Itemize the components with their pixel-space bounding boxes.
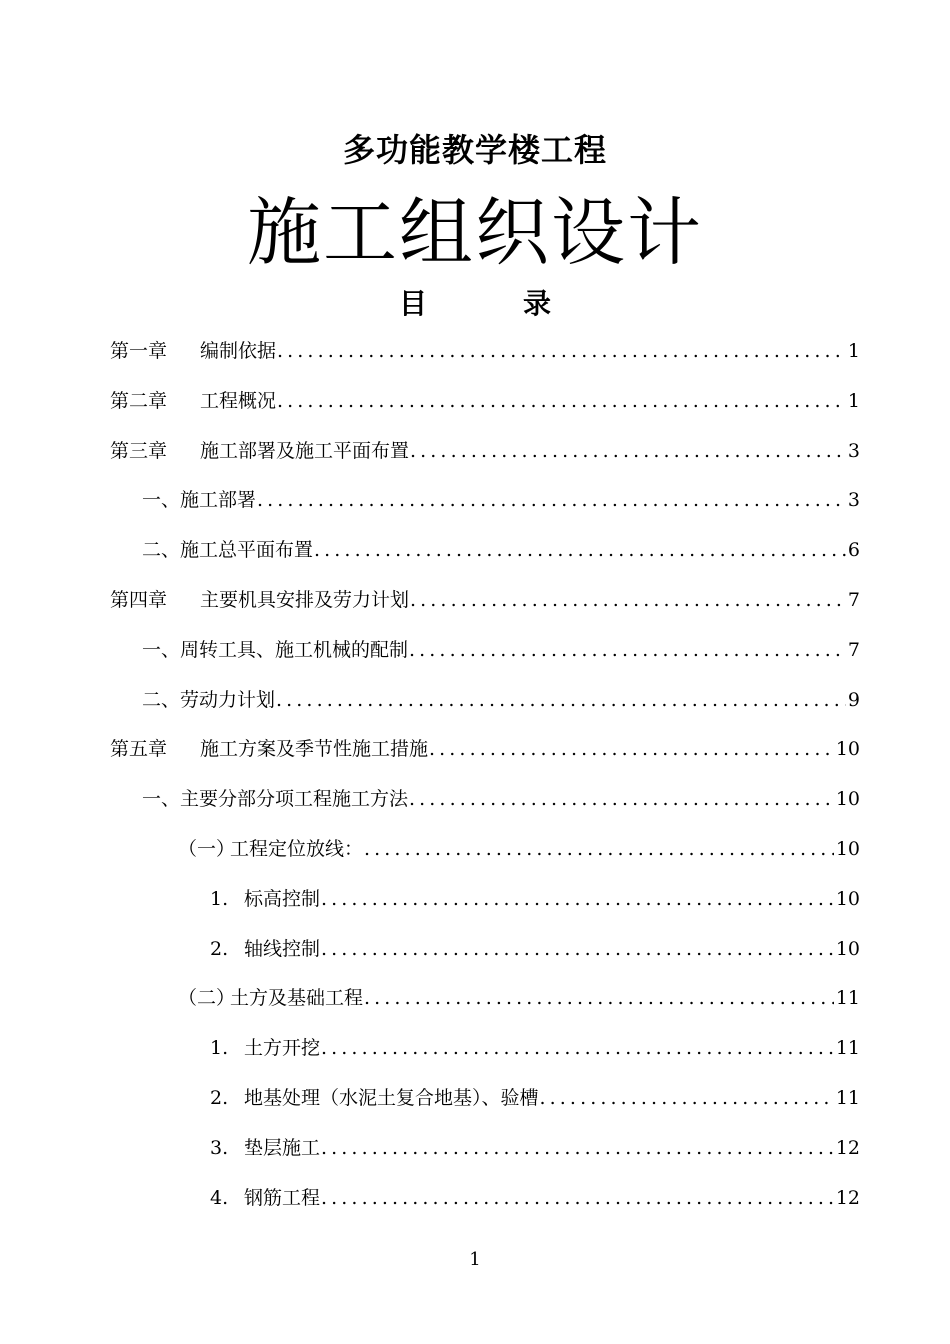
toc-entry-title: 工程定位放线：	[230, 838, 364, 860]
toc-entry-page: 6	[847, 539, 860, 562]
toc-entry-page: 7	[847, 589, 860, 611]
toc-entry-title: 土方开挖	[244, 1037, 321, 1060]
toc-entry-page: 10	[835, 937, 860, 960]
toc-dot-leader	[409, 585, 846, 615]
toc-dot-leader	[320, 1183, 834, 1213]
toc-entry[interactable]	[210, 884, 860, 914]
toc-entry[interactable]	[210, 934, 860, 964]
toc-entry-title: 钢筋工程	[244, 1186, 321, 1209]
toc-entry-title: 编制依据	[200, 340, 277, 362]
toc-entry[interactable]	[110, 436, 860, 466]
toc-dot-leader	[256, 485, 846, 515]
toc-entry-title: 主要机具安排及劳力计划	[200, 589, 410, 611]
toc-entry[interactable]	[110, 585, 860, 615]
toc-entry-title: 地基处理（水泥土复合地基）、验槽	[244, 1087, 539, 1109]
toc-entry-page: 10	[835, 838, 860, 860]
toc-entry-title: 一、周转工具、施工机械的配制	[142, 638, 409, 661]
toc-entry-title: 二、施工总平面布置	[142, 539, 314, 562]
toc-entry-title: 施工部署及施工平面布置	[200, 439, 410, 462]
document-title: 施工组织设计	[247, 190, 703, 276]
toc-dot-leader	[409, 436, 846, 466]
toc-entry-title: 施工方案及季节性施工措施	[200, 738, 429, 761]
toc-dot-leader	[313, 535, 846, 565]
toc-entry-page: 12	[835, 1186, 860, 1209]
toc-entry-title: 一、施工部署	[142, 489, 257, 512]
toc-entry-page: 12	[835, 1136, 860, 1159]
toc-entry-number: （一）	[178, 838, 236, 860]
toc-entry-page: 3	[847, 439, 860, 462]
toc-entry-title: 标高控制	[244, 887, 321, 910]
toc-dot-leader	[539, 1083, 834, 1113]
toc-dot-leader	[428, 734, 834, 764]
toc-entry-number: 2.	[210, 937, 229, 960]
toc-entry-number: 第一章	[110, 340, 168, 362]
toc-entry-page: 10	[835, 887, 860, 910]
toc-entry-page: 11	[835, 987, 860, 1010]
toc-entry-title: 土方及基础工程	[230, 987, 364, 1010]
toc-entry[interactable]	[142, 784, 860, 814]
toc-dot-leader	[320, 1133, 834, 1163]
toc-dot-leader	[275, 685, 846, 715]
toc-entry-page: 1	[847, 340, 860, 362]
toc-entry-number: （二）	[178, 987, 236, 1010]
toc-dot-leader	[408, 635, 846, 665]
toc-entry-title: 二、劳动力计划	[142, 688, 276, 711]
toc-entry-number: 1.	[210, 887, 229, 910]
toc-entry-number: 第二章	[110, 389, 168, 412]
toc-entry[interactable]	[110, 336, 860, 366]
toc-dot-leader	[363, 834, 834, 864]
toc-entry[interactable]	[142, 535, 860, 565]
toc-entry-page: 11	[835, 1037, 860, 1060]
project-subtitle: 多功能教学楼工程	[342, 131, 607, 169]
toc-entry-page: 1	[847, 389, 860, 412]
toc-dot-leader	[320, 1033, 834, 1063]
toc-entry-number: 第五章	[110, 738, 168, 761]
toc-entry[interactable]	[210, 1183, 860, 1213]
toc-entry-number: 第三章	[110, 439, 168, 462]
toc-entry[interactable]	[110, 386, 860, 416]
toc-entry[interactable]	[110, 734, 860, 764]
toc-entry[interactable]	[142, 485, 860, 515]
toc-entry[interactable]	[210, 1133, 860, 1163]
toc-entry[interactable]	[178, 983, 860, 1013]
toc-dot-leader	[363, 983, 834, 1013]
toc-heading-char-1: 目	[398, 287, 427, 320]
toc-entry-number: 第四章	[110, 589, 168, 611]
toc-entry-page: 7	[847, 638, 860, 661]
toc-entry-page: 11	[835, 1087, 860, 1109]
toc-dot-leader	[276, 386, 846, 416]
toc-entry[interactable]	[142, 685, 860, 715]
toc-entry[interactable]	[142, 635, 860, 665]
toc-entry-page: 3	[847, 489, 860, 512]
toc-entry-number: 4.	[210, 1186, 229, 1209]
toc-entry-number: 1.	[210, 1037, 229, 1060]
toc-entry-title: 一、主要分部分项工程施工方法	[142, 788, 409, 811]
toc-entry-number: 3.	[210, 1136, 229, 1159]
page-number: 1	[469, 1249, 481, 1270]
toc-entry-number: 2.	[210, 1087, 229, 1109]
toc-dot-leader	[408, 784, 834, 814]
toc-entry[interactable]	[178, 834, 860, 864]
toc-entry-title: 工程概况	[200, 389, 277, 412]
toc-entry-page: 10	[835, 788, 860, 811]
toc-dot-leader	[320, 934, 834, 964]
toc-entry-page: 9	[847, 688, 860, 711]
toc-dot-leader	[276, 336, 846, 366]
toc-heading	[0, 286, 950, 322]
toc-heading-char-2: 录	[523, 287, 552, 320]
toc-entry-title: 垫层施工	[244, 1136, 321, 1159]
toc-dot-leader	[320, 884, 834, 914]
toc-entry[interactable]	[210, 1083, 860, 1113]
toc-entry-title: 轴线控制	[244, 937, 321, 960]
toc-entry-page: 10	[835, 738, 860, 761]
toc-entry[interactable]	[210, 1033, 860, 1063]
